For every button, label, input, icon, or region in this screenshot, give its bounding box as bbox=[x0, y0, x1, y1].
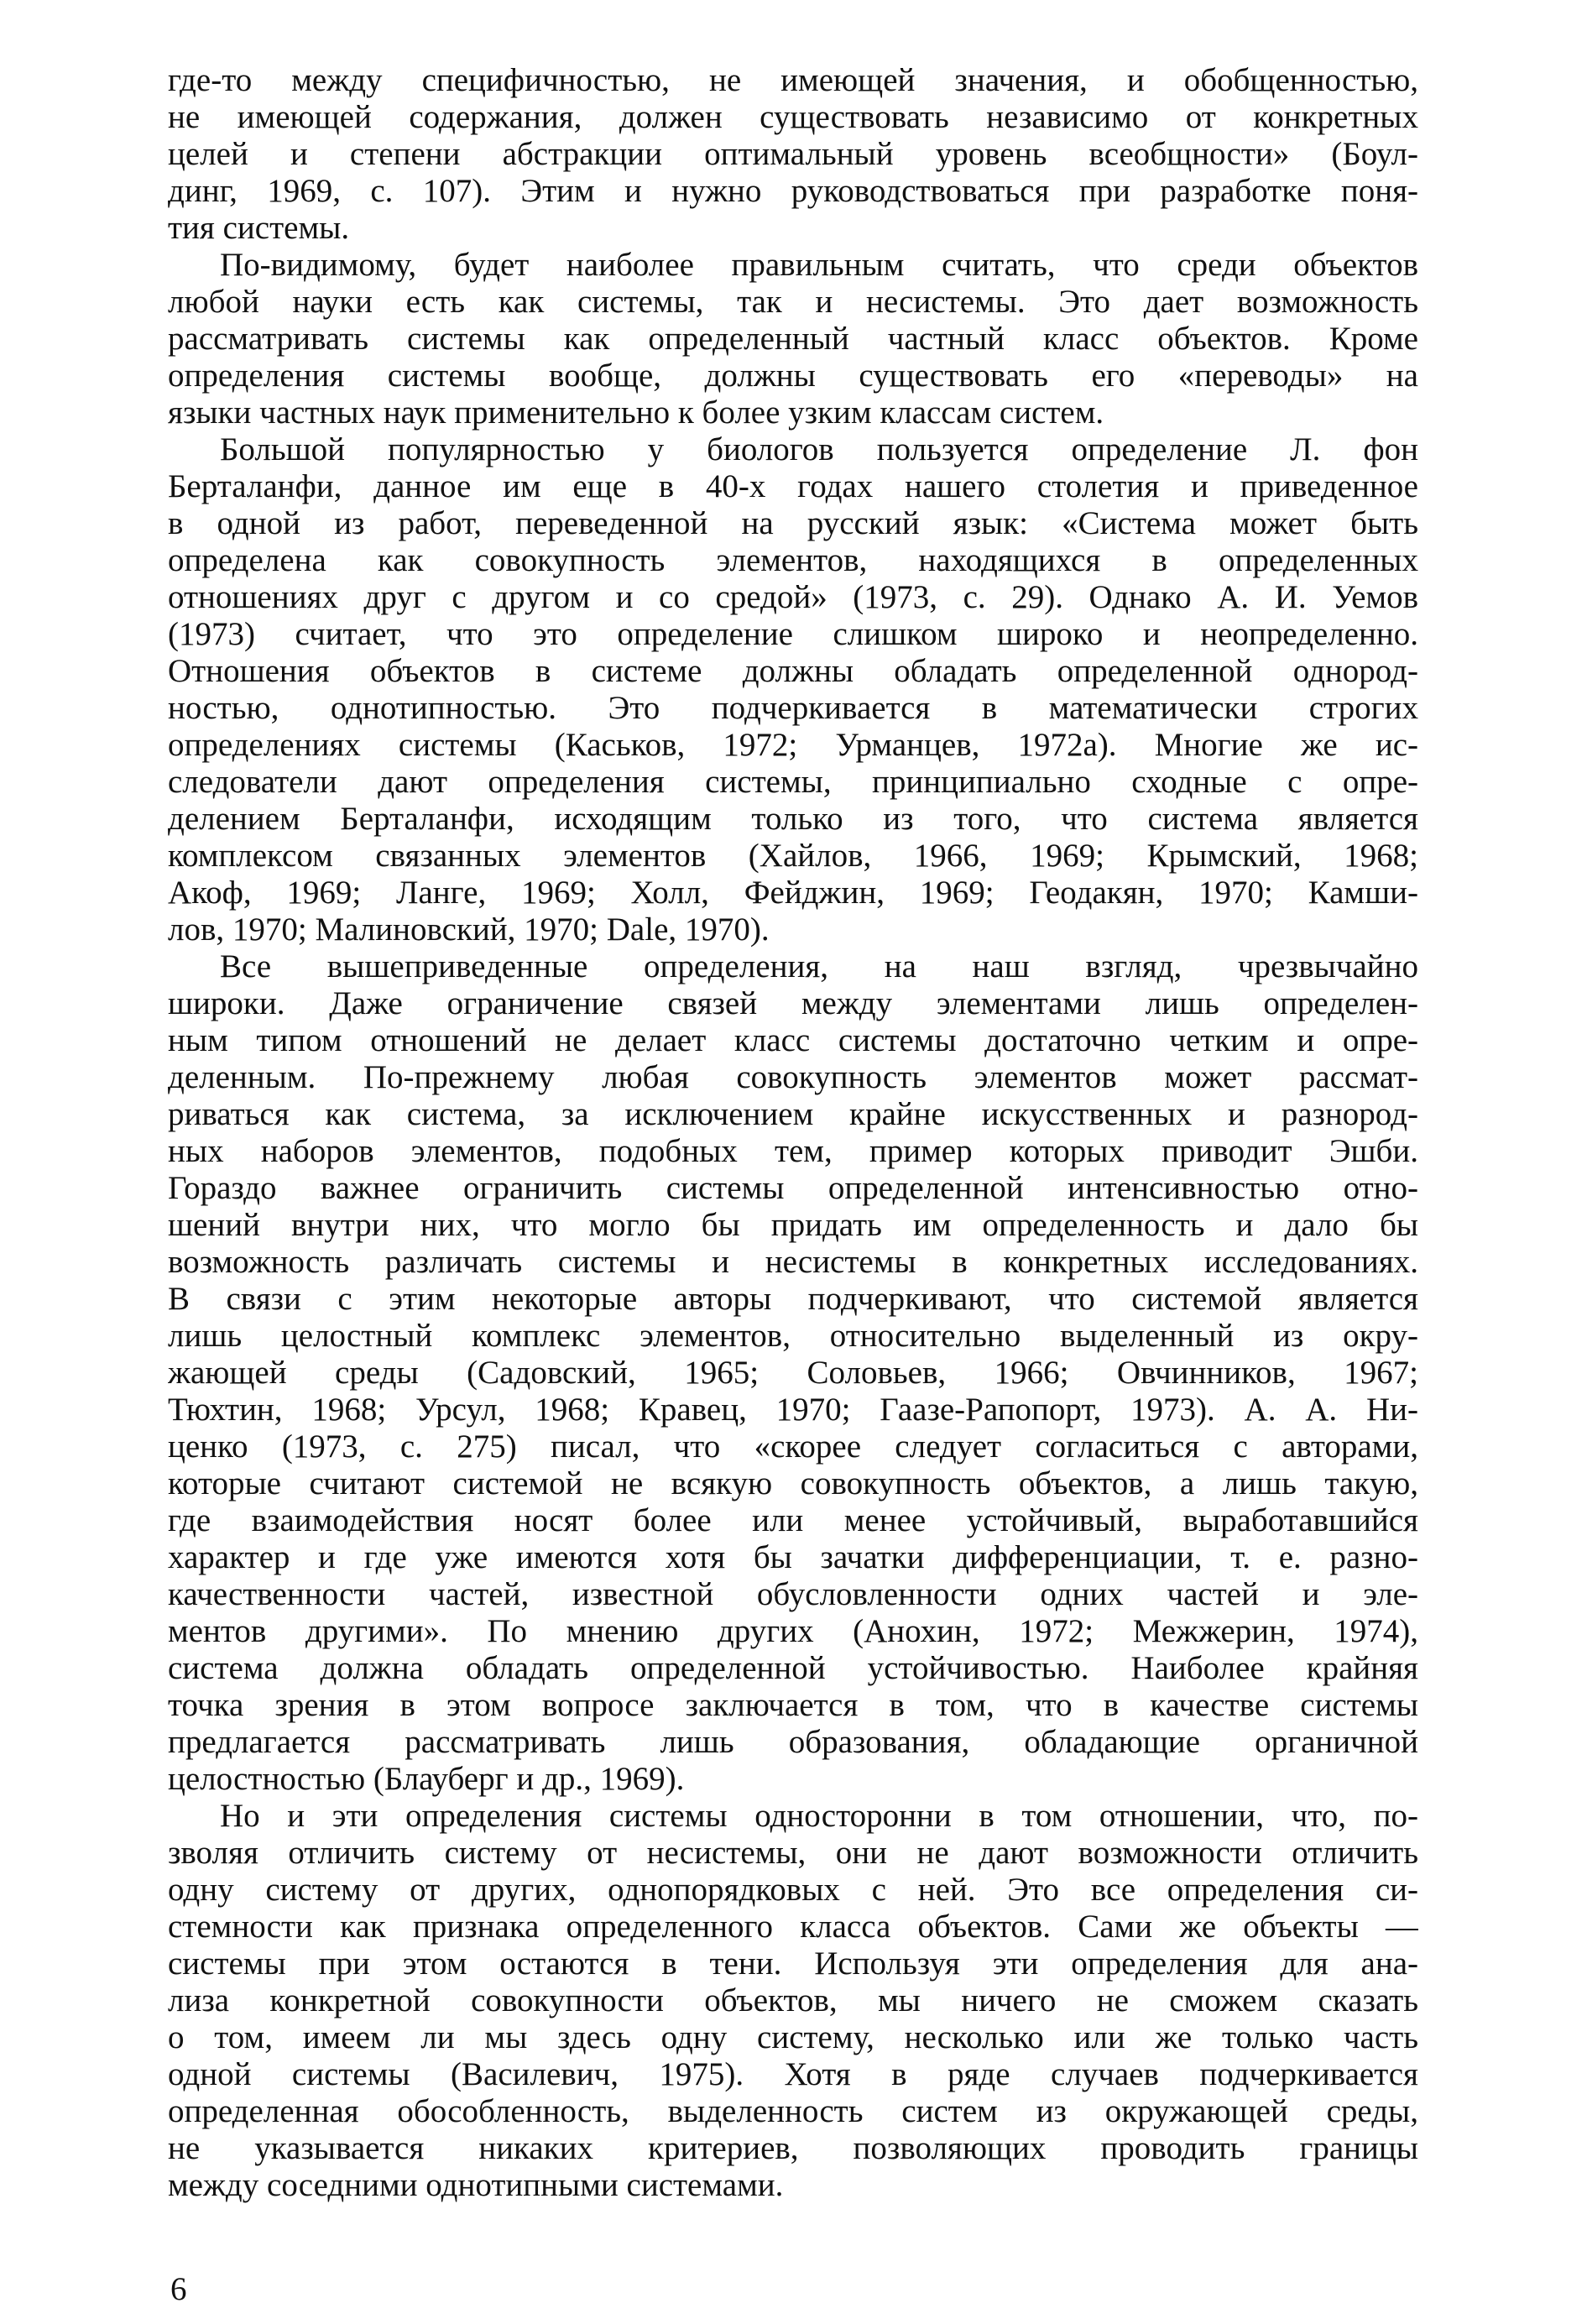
text-line: Но и эти определения системы односторонни в том отношении, что, по- bbox=[220, 1798, 1418, 1834]
paragraph bbox=[168, 431, 1418, 948]
text-line: не имеющей содержания, должен существовать независимо от конкретных bbox=[168, 99, 1418, 135]
text-line: которые считают системой не всякую совокупность объектов, а лишь такую, bbox=[168, 1465, 1418, 1501]
text-line: тия системы. bbox=[168, 210, 350, 246]
text-line: любой науки есть как системы, так и несистемы. Это дает возможность bbox=[168, 284, 1418, 320]
text-line: системы при этом остаются в тени. Используя эти определения для ана- bbox=[168, 1945, 1418, 1982]
text-line: Отношения объектов в системе должны обладать определенной однород- bbox=[168, 653, 1418, 689]
page-number: 6 bbox=[170, 2271, 187, 2307]
text-line: рассматривать системы как определенный частный класс объектов. Кроме bbox=[168, 321, 1418, 357]
text-line: зволяя отличить систему от несистемы, они не дают возможности отличить bbox=[168, 1835, 1418, 1871]
text-line: целостностью (Блауберг и др., 1969). bbox=[168, 1761, 685, 1797]
text-line: жающей среды (Садовский, 1965; Соловьев, 1966; Овчинников, 1967; bbox=[168, 1355, 1418, 1391]
text-line: деленным. По-прежнему любая совокупность элементов может рассмат- bbox=[168, 1059, 1418, 1095]
text-line: отношениях друг с другом и со средой» (1973, с. 29). Однако А. И. Уемов bbox=[168, 579, 1418, 615]
text-line: предлагается рассматривать лишь образования, обладающие органичной bbox=[168, 1724, 1418, 1760]
text-line: Большой популярностью у биологов пользуется определение Л. фон bbox=[220, 431, 1418, 467]
text-line: возможность различать системы и несистемы в конкретных исследованиях. bbox=[168, 1244, 1418, 1280]
text-line: ценко (1973, с. 275) писал, что «скорее следует согласиться с авторами, bbox=[168, 1428, 1418, 1465]
text-line: определения системы вообще, должны существовать его «переводы» на bbox=[168, 358, 1418, 394]
text-line: не указывается никаких критериев, позволяющих проводить границы bbox=[168, 2130, 1418, 2166]
text-line: между соседними однотипными системами. bbox=[168, 2167, 784, 2203]
text-line: следователи дают определения системы, принципиально сходные с опре- bbox=[168, 764, 1418, 800]
text-line: Акоф, 1969; Ланге, 1969; Холл, Фейджин, 1969; Геодакян, 1970; Камши- bbox=[168, 875, 1418, 911]
text-line: одну систему от других, однопорядковых с ней. Это все определения си- bbox=[168, 1872, 1418, 1908]
text-line: языки частных наук применительно к более узким классам систем. bbox=[168, 394, 1104, 431]
text-line: качественности частей, известной обусловленности одних частей и эле- bbox=[168, 1576, 1418, 1612]
text-line: В связи с этим некоторые авторы подчеркивают, что системой является bbox=[168, 1281, 1418, 1317]
text-line: система должна обладать определенной устойчивостью. Наиболее крайняя bbox=[168, 1650, 1418, 1686]
text-line: лишь целостный комплекс элементов, относительно выделенный из окру- bbox=[168, 1318, 1418, 1354]
text-line: определенная обособленность, выделенность систем из окружающей среды, bbox=[168, 2093, 1418, 2129]
text-line: ментов другими». По мнению других (Анохин, 1972; Межжерин, 1974), bbox=[168, 1613, 1418, 1649]
text-line: стемности как признака определенного класса объектов. Сами же объекты — bbox=[168, 1909, 1418, 1945]
text-line: риваться как система, за исключением крайне искусственных и разнород- bbox=[168, 1096, 1418, 1132]
text-line: Гораздо важнее ограничить системы определенной интенсивностью отно- bbox=[168, 1170, 1418, 1206]
text-line: Берталанфи, данное им еще в 40-х годах нашего столетия и приведенное bbox=[168, 468, 1418, 504]
text-line: точка зрения в этом вопросе заключается в том, что в качестве системы bbox=[168, 1687, 1418, 1723]
text-line: ным типом отношений не делает класс системы достаточно четким и опре- bbox=[168, 1022, 1418, 1058]
text-line: динг, 1969, с. 107). Этим и нужно руководствоваться при разработке поня- bbox=[168, 173, 1418, 209]
text-line: комплексом связанных элементов (Хайлов, 1966, 1969; Крымский, 1968; bbox=[168, 838, 1418, 874]
text-line: Тюхтин, 1968; Урсул, 1968; Кравец, 1970; Гаазе-Рапопорт, 1973). А. А. Ни- bbox=[168, 1392, 1418, 1428]
text-line: шений внутри них, что могло бы придать им определенность и дало бы bbox=[168, 1207, 1418, 1243]
paragraph bbox=[168, 1798, 1418, 2204]
text-line: определениях системы (Каськов, 1972; Урманцев, 1972а). Многие же ис- bbox=[168, 727, 1418, 763]
text-line: в одной из работ, переведенной на русский язык: «Система может быть bbox=[168, 505, 1418, 541]
text-line: делением Берталанфи, исходящим только из того, что система является bbox=[168, 801, 1418, 837]
text-line: широки. Даже ограничение связей между элементами лишь определен- bbox=[168, 985, 1418, 1021]
text-line: целей и степени абстракции оптимальный уровень всеобщности» (Боул- bbox=[168, 136, 1418, 172]
text-line: где-то между специфичностью, не имеющей значения, и обобщенностью, bbox=[168, 62, 1418, 98]
text-line: лиза конкретной совокупности объектов, мы ничего не сможем сказать bbox=[168, 1982, 1418, 2018]
text-line: определена как совокупность элементов, находящихся в определенных bbox=[168, 542, 1418, 578]
paragraph bbox=[168, 948, 1418, 1798]
text-line: лов, 1970; Малиновский, 1970; Dale, 1970). bbox=[168, 911, 770, 948]
text-line: ных наборов элементов, подобных тем, пример которых приводит Эшби. bbox=[168, 1133, 1418, 1169]
text-line: Все вышеприведенные определения, на наш взгляд, чрезвычайно bbox=[220, 948, 1418, 984]
text-line: где взаимодействия носят более или менее устойчивый, выработавшийся bbox=[168, 1502, 1418, 1538]
body-text bbox=[168, 62, 1418, 2204]
text-line: характер и где уже имеются хотя бы зачатки дифференциации, т. е. разно- bbox=[168, 1539, 1418, 1575]
text-line: ностью, однотипностью. Это подчеркивается в математически строгих bbox=[168, 690, 1418, 726]
text-line: одной системы (Василевич, 1975). Хотя в ряде случаев подчеркивается bbox=[168, 2056, 1418, 2092]
text-line: По-видимому, будет наиболее правильным считать, что среди объектов bbox=[220, 247, 1418, 283]
paragraph bbox=[168, 247, 1418, 431]
paragraph bbox=[168, 62, 1418, 247]
text-line: (1973) считает, что это определение слишком широко и неопределенно. bbox=[168, 616, 1418, 652]
text-line: о том, имеем ли мы здесь одну систему, несколько или же только часть bbox=[168, 2019, 1418, 2055]
